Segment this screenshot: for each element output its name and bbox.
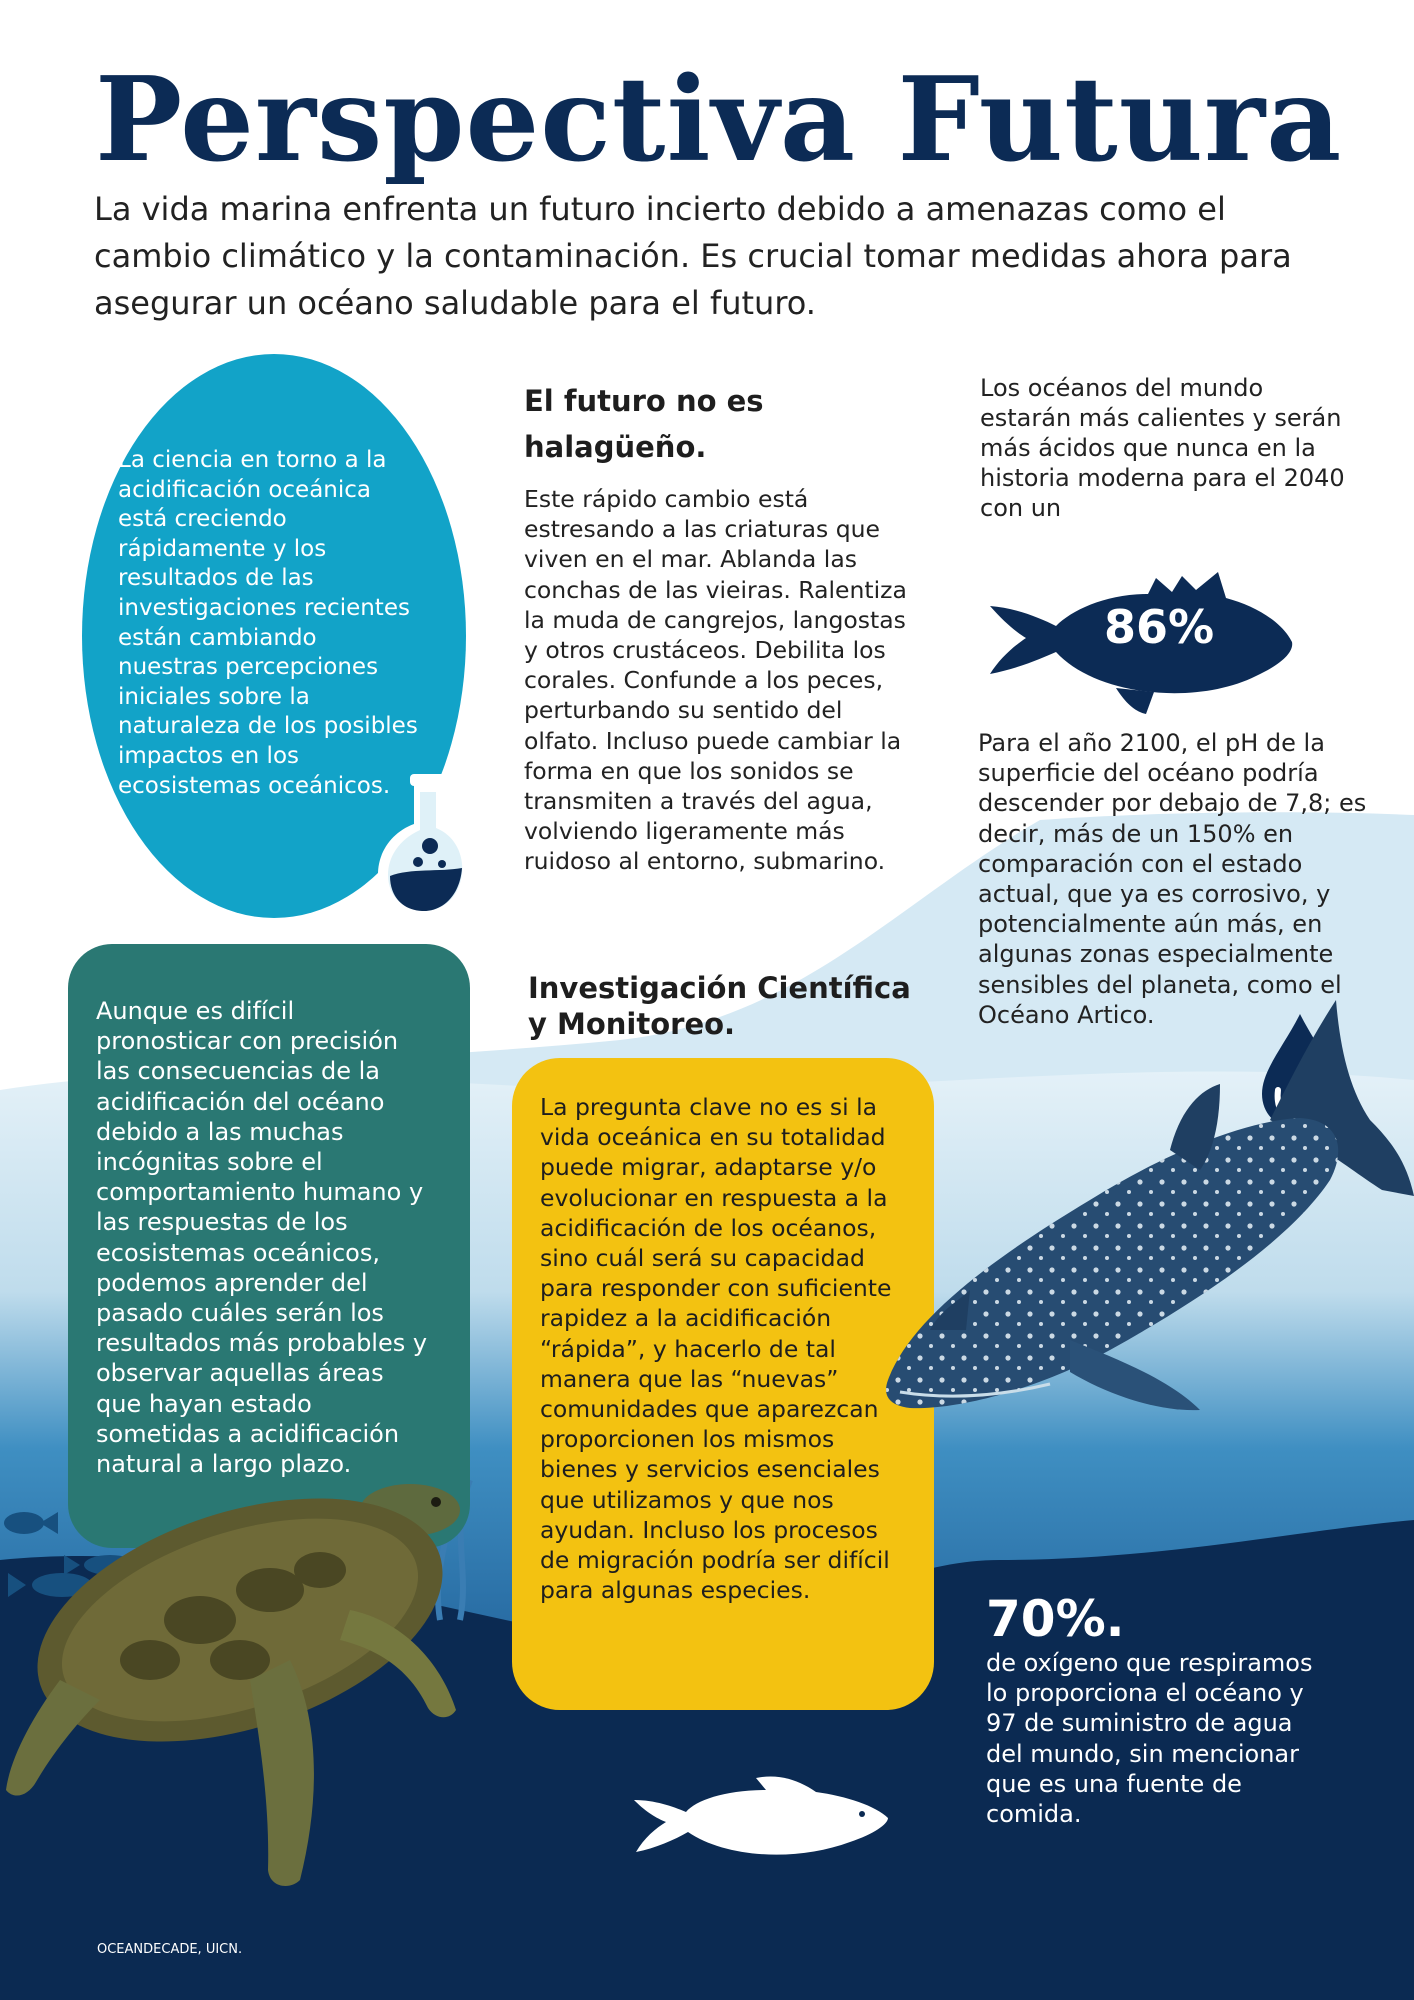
sea-turtle-illustration: [0, 1470, 490, 1900]
research-box-text: La pregunta clave no es si la vida oceánica en su totalidad puede migrar, adaptarse y/o evolucionar en respuesta a la acidificación de los océanos, sino cuál será su capacidad para responder con suficiente rapidez a la acidificación “rápida”, y hacerlo de tal manera que las “nuevas” comunidades que aparezcan proporcionen los mismos bienes y servicios esenciales que utilizamos y que nos ayudan. Incluso los procesos de migración podría ser difícil para algunas especies.: [540, 1093, 892, 1605]
heading-future: El futuro no es halagüeño.: [524, 384, 764, 464]
source-credit: OCEANDECADE, UICN.: [97, 1942, 243, 1957]
future-body-text: Este rápido cambio está estresando a las criaturas que viven en el mar. Ablanda las conchas de las vieiras. Ralentiza la muda de cangrejos, langostas y otros crustáceos. Debilita los corales. Confunde a los peces, perturbando su sentido del olfato. Incluso puede cambiar la forma en que los sonidos se transmiten a través del agua, volviendo ligeramente más ruidoso al entorno, submarino.: [524, 485, 907, 876]
flask-icon: [370, 768, 476, 928]
fish-silhouette-icon: [626, 1772, 890, 1872]
ph-text: Para el año 2100, el pH de la superficie del océano podría descender por debajo de 7,8; es decir, más de un 150% en comparación con el estado actual, que ya es corrosivo, y potencialmente aún más, en algunas zonas especialmente sensibles del planeta, como el Océano Artico.: [978, 729, 1367, 1029]
oxygen-text: de oxígeno que respiramos lo proporciona el océano y 97 de suministro de agua del mundo, sin mencionar que es una fuente de comida.: [986, 1649, 1313, 1829]
stat-70-percent: 70%.: [986, 1590, 1125, 1648]
stat-86-percent: 86%: [1104, 600, 1215, 654]
forecast-box-text: Aunque es difícil pronosticar con precisión las consecuencias de la acidificación del océano debido a las muchas incógnitas sobre el comportamiento humano y las respuestas de los ecosistemas oceánicos, podemos aprender del pasado cuáles serán los resultados más probables y observar aquellas áreas que hayan estado sometidas a acidificación natural a largo plazo.: [96, 997, 428, 1479]
heading-research: Investigación Científica y Monitoreo.: [528, 971, 911, 1041]
science-circle-text: La ciencia en torno a la acidificación oceánica está creciendo rápidamente y los resultados de las investigaciones recientes están cambiando nuestras percepciones iniciales sobre la naturaleza de los posibles impactos en los ecosistemas oceánicos.: [118, 447, 418, 799]
intro-paragraph: La vida marina enfrenta un futuro incierto debido a amenazas como el cambio climático y la contaminación. Es crucial tomar medidas ahora para asegurar un océano saludable para el futuro.: [94, 190, 1292, 322]
page-title: Perspectiva Futura: [95, 52, 1343, 188]
whale-shark-illustration: [870, 1000, 1414, 1440]
warming-text: Los océanos del mundo estarán más calientes y serán más ácidos que nunca en la historia moderna para el 2040 con un: [980, 374, 1345, 522]
